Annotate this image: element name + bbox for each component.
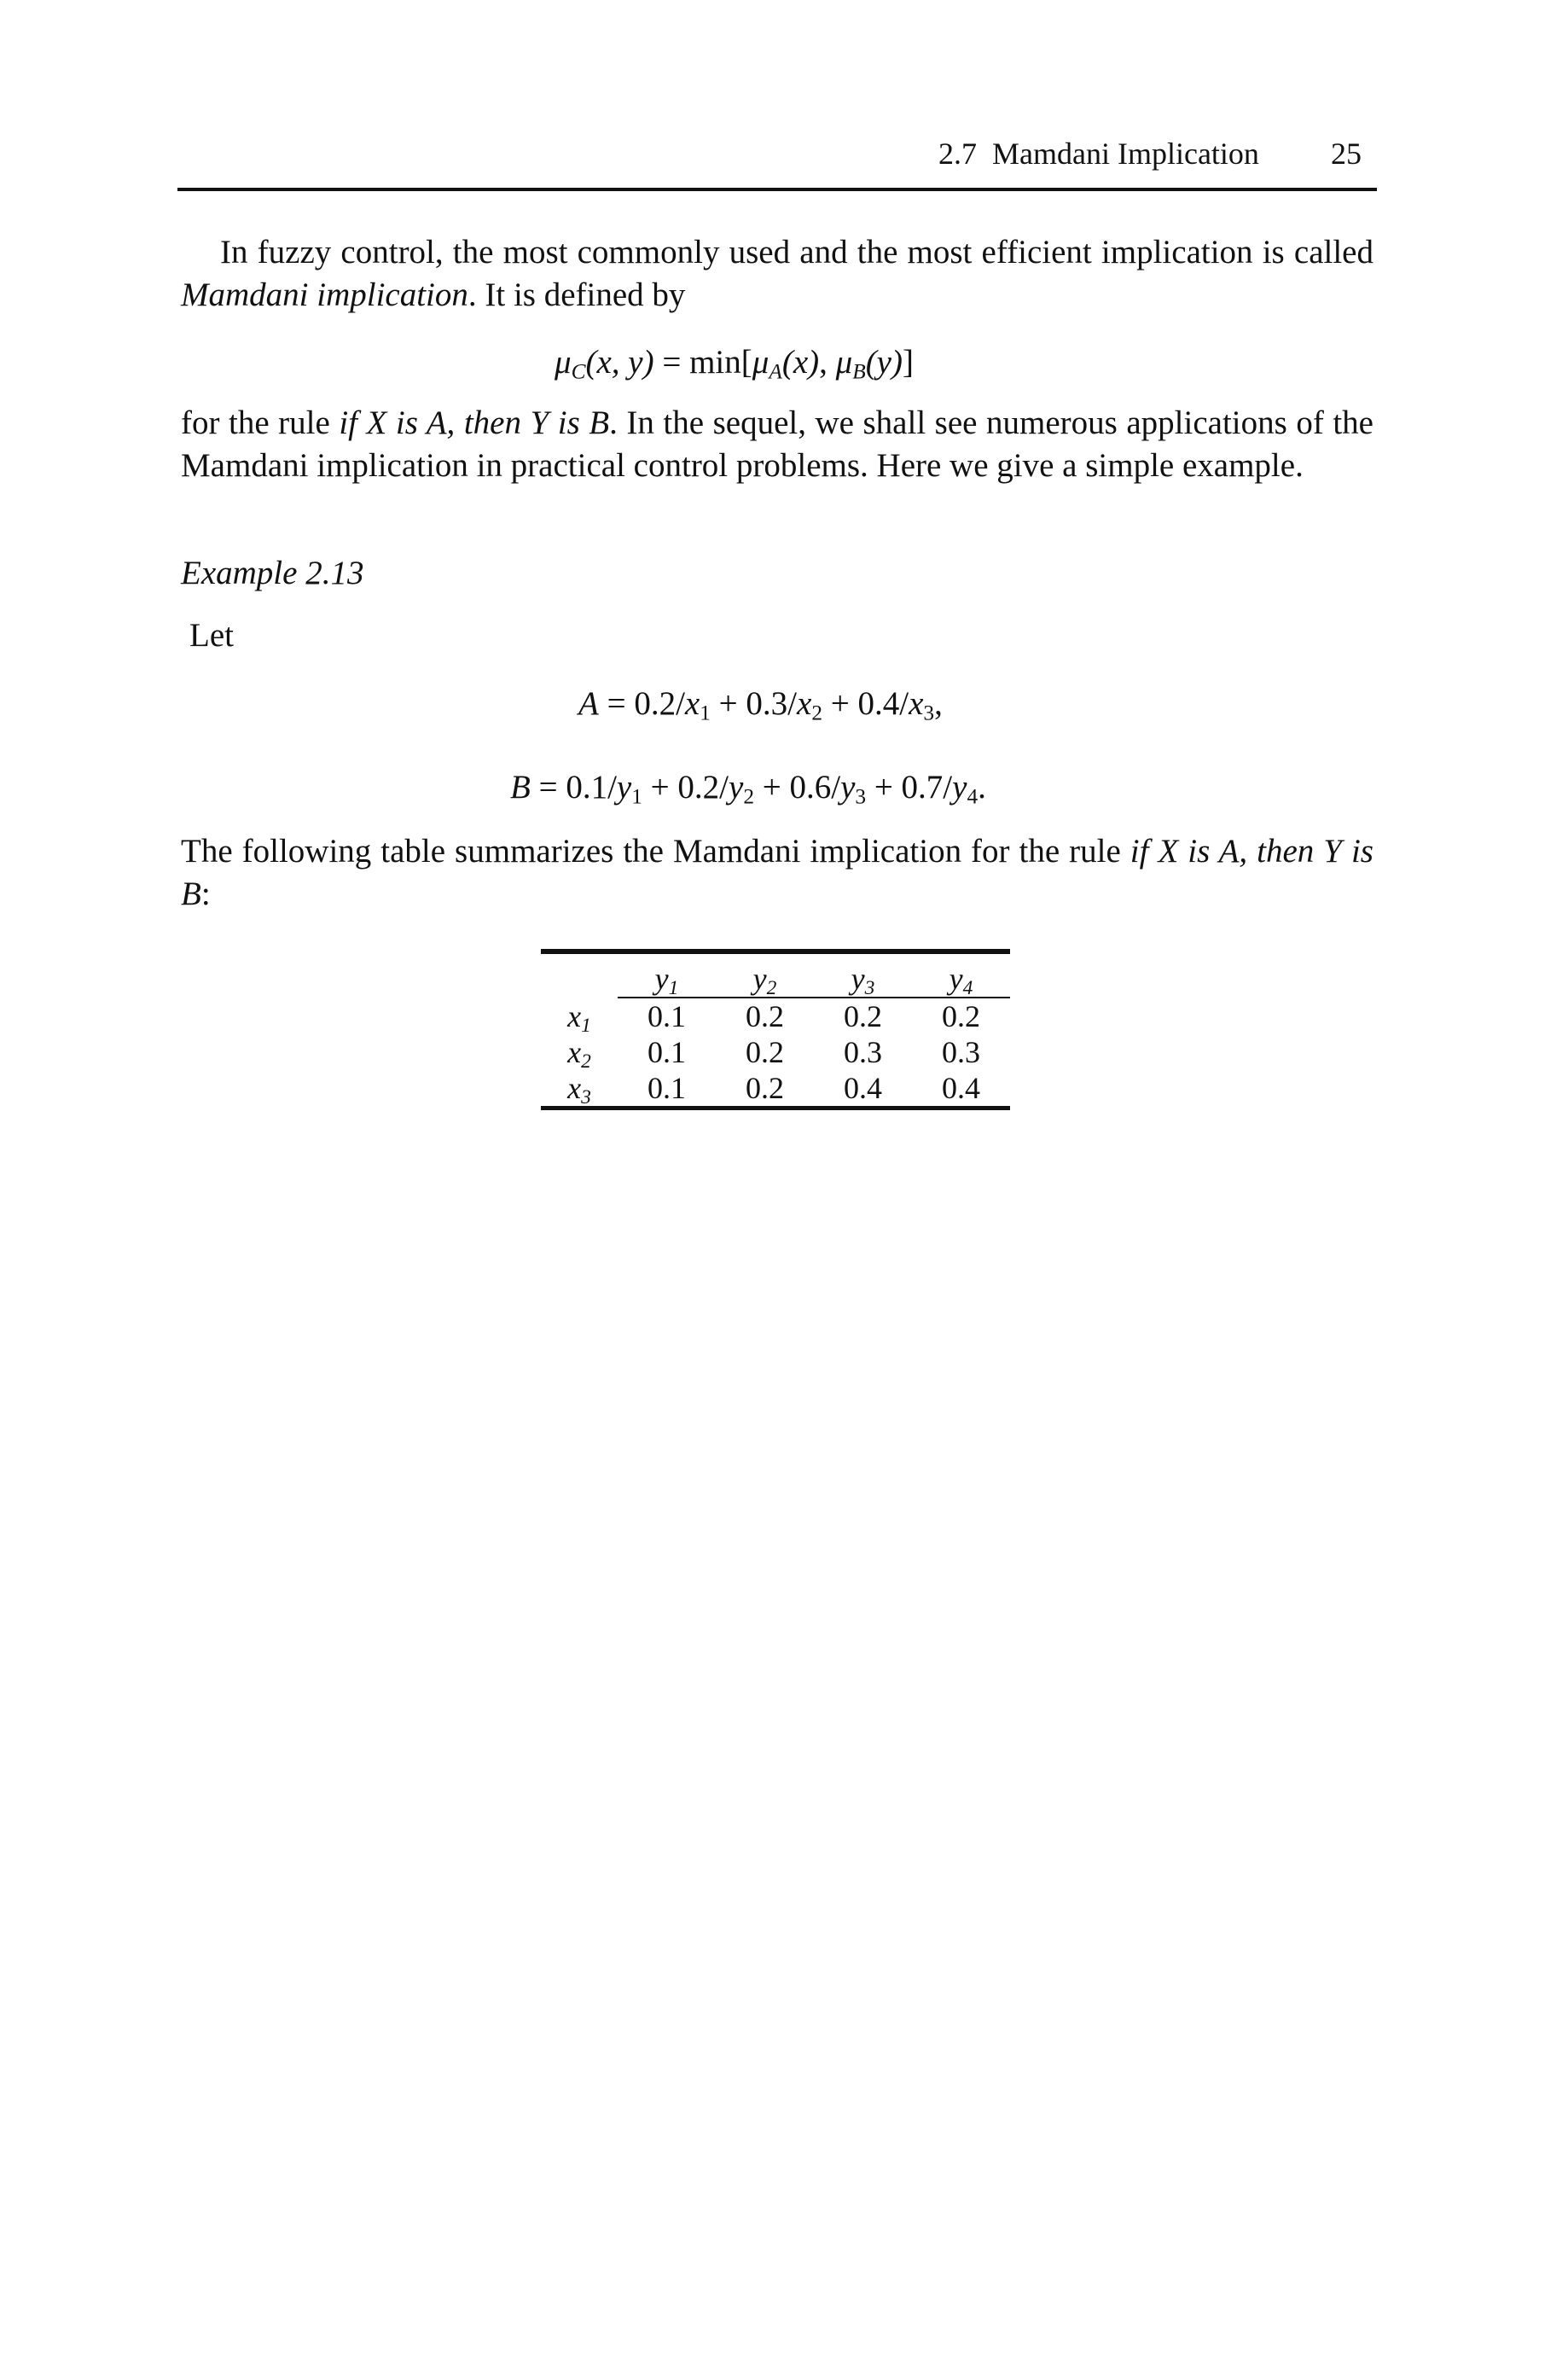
close-bracket: ]	[902, 344, 914, 381]
variable-y: y	[952, 769, 967, 806]
column-header	[618, 951, 716, 998]
table-cell: 0.4	[912, 1070, 1010, 1108]
column-var: y	[752, 962, 767, 996]
page-number: 25	[1331, 137, 1362, 171]
term-2: + 0.3/	[710, 685, 797, 722]
rule-statement: if X is A, then Y is B	[181, 833, 1373, 912]
table-cell: 0.2	[942, 999, 980, 1033]
intro-text-a: In fuzzy control, the most commonly used and the most efficient implication is called	[220, 234, 1373, 271]
mu-symbol: μ	[835, 344, 853, 381]
term-1: = 0.1/	[530, 769, 617, 806]
variable-x: x	[684, 685, 700, 722]
column-sub: 1	[668, 976, 679, 999]
row-header	[541, 1070, 618, 1108]
table-cell: 0.2	[716, 1070, 814, 1108]
mu-symbol: μ	[555, 344, 572, 381]
subscript: 2	[743, 784, 754, 809]
variable-y: y	[616, 769, 632, 806]
column-sub: 3	[864, 976, 875, 999]
table-cell: 0.3	[942, 1035, 980, 1069]
table-row	[541, 1034, 1010, 1070]
row-sub: 1	[581, 1014, 591, 1037]
equation-args: (x)	[781, 344, 820, 381]
variable-y: y	[729, 769, 744, 806]
comma: ,	[819, 344, 836, 381]
intro-text-b: . It is defined by	[467, 276, 686, 313]
punctuation: ,	[934, 685, 943, 722]
table-row	[541, 998, 1010, 1034]
mamdani-equation	[555, 341, 914, 384]
equals-sign: =	[653, 344, 690, 381]
term-mamdani-implication: Mamdani implication	[181, 276, 468, 313]
set-a-equation	[578, 683, 943, 725]
intro-paragraph	[181, 231, 1373, 317]
equation-args: (y)	[865, 344, 903, 381]
mu-subscript: B	[852, 359, 866, 384]
table-row	[541, 1070, 1010, 1108]
row-header	[541, 1034, 618, 1073]
example-label: Example 2.13	[181, 555, 364, 591]
rule-statement: if X is A, then Y is B	[339, 404, 610, 441]
min-operator: min[	[689, 344, 752, 381]
subscript: 1	[700, 701, 711, 725]
table-intro-text-a: The following table summarizes the Mamdani implication for the rule	[181, 833, 1130, 870]
subscript: 1	[631, 784, 642, 809]
row-var: x	[567, 1071, 582, 1105]
term-4: + 0.7/	[866, 769, 953, 806]
corner-cell	[541, 951, 618, 998]
mu-subscript: C	[571, 359, 586, 384]
table-intro-text-b: :	[200, 876, 211, 912]
set-b-equation	[510, 766, 986, 809]
rule-text-a: for the rule	[181, 404, 340, 441]
column-sub: 2	[766, 976, 777, 999]
set-b-symbol: B	[510, 769, 531, 806]
row-var: x	[567, 998, 582, 1033]
column-var: y	[851, 962, 865, 996]
rule-paragraph	[181, 402, 1373, 487]
term-3: + 0.4/	[822, 685, 909, 722]
table-cell: 0.4	[814, 1070, 912, 1108]
section-title: 2.7 Mamdani Implication	[938, 137, 1259, 171]
table-cell: 0.3	[844, 1035, 882, 1069]
variable-x: x	[909, 685, 924, 722]
term-2: + 0.2/	[642, 769, 729, 806]
row-sub: 2	[581, 1050, 591, 1073]
table-cell: 0.2	[844, 999, 882, 1033]
column-sub: 4	[962, 976, 973, 999]
row-header	[541, 998, 618, 1037]
equation-args: (x, y)	[585, 344, 654, 381]
row-var: x	[567, 1035, 582, 1069]
let-text: Let	[189, 617, 234, 654]
table-cell: 0.1	[648, 1035, 686, 1069]
table-cell: 0.2	[746, 1035, 784, 1069]
column-header	[814, 951, 912, 998]
table-cell: 0.1	[648, 999, 686, 1033]
term-3: + 0.6/	[753, 769, 841, 806]
subscript: 4	[967, 784, 979, 809]
row-sub: 3	[581, 1085, 591, 1108]
subscript: 3	[923, 701, 935, 725]
column-header	[716, 951, 814, 998]
table-header-row	[541, 951, 1010, 998]
mu-symbol: μ	[752, 344, 769, 381]
punctuation: .	[978, 769, 986, 806]
mu-subscript: A	[769, 359, 782, 384]
table-intro-paragraph	[181, 830, 1373, 916]
variable-x: x	[797, 685, 812, 722]
header-rule	[177, 188, 1377, 191]
mamdani-table	[541, 949, 1010, 1110]
table-cell: 0.1	[618, 1070, 716, 1108]
table-cell: 0.2	[746, 999, 784, 1033]
set-a-symbol: A	[578, 685, 599, 722]
term-1: = 0.2/	[598, 685, 685, 722]
column-var: y	[949, 962, 963, 996]
column-var: y	[654, 962, 669, 996]
rule-text-b: . In the sequel, we shall see numerous applications of the Mamdani implication in practical control problems. Here we give a simple example.	[181, 404, 1373, 484]
subscript: 3	[855, 784, 867, 809]
subscript: 2	[811, 701, 822, 725]
column-header	[912, 951, 1010, 998]
variable-y: y	[840, 769, 856, 806]
